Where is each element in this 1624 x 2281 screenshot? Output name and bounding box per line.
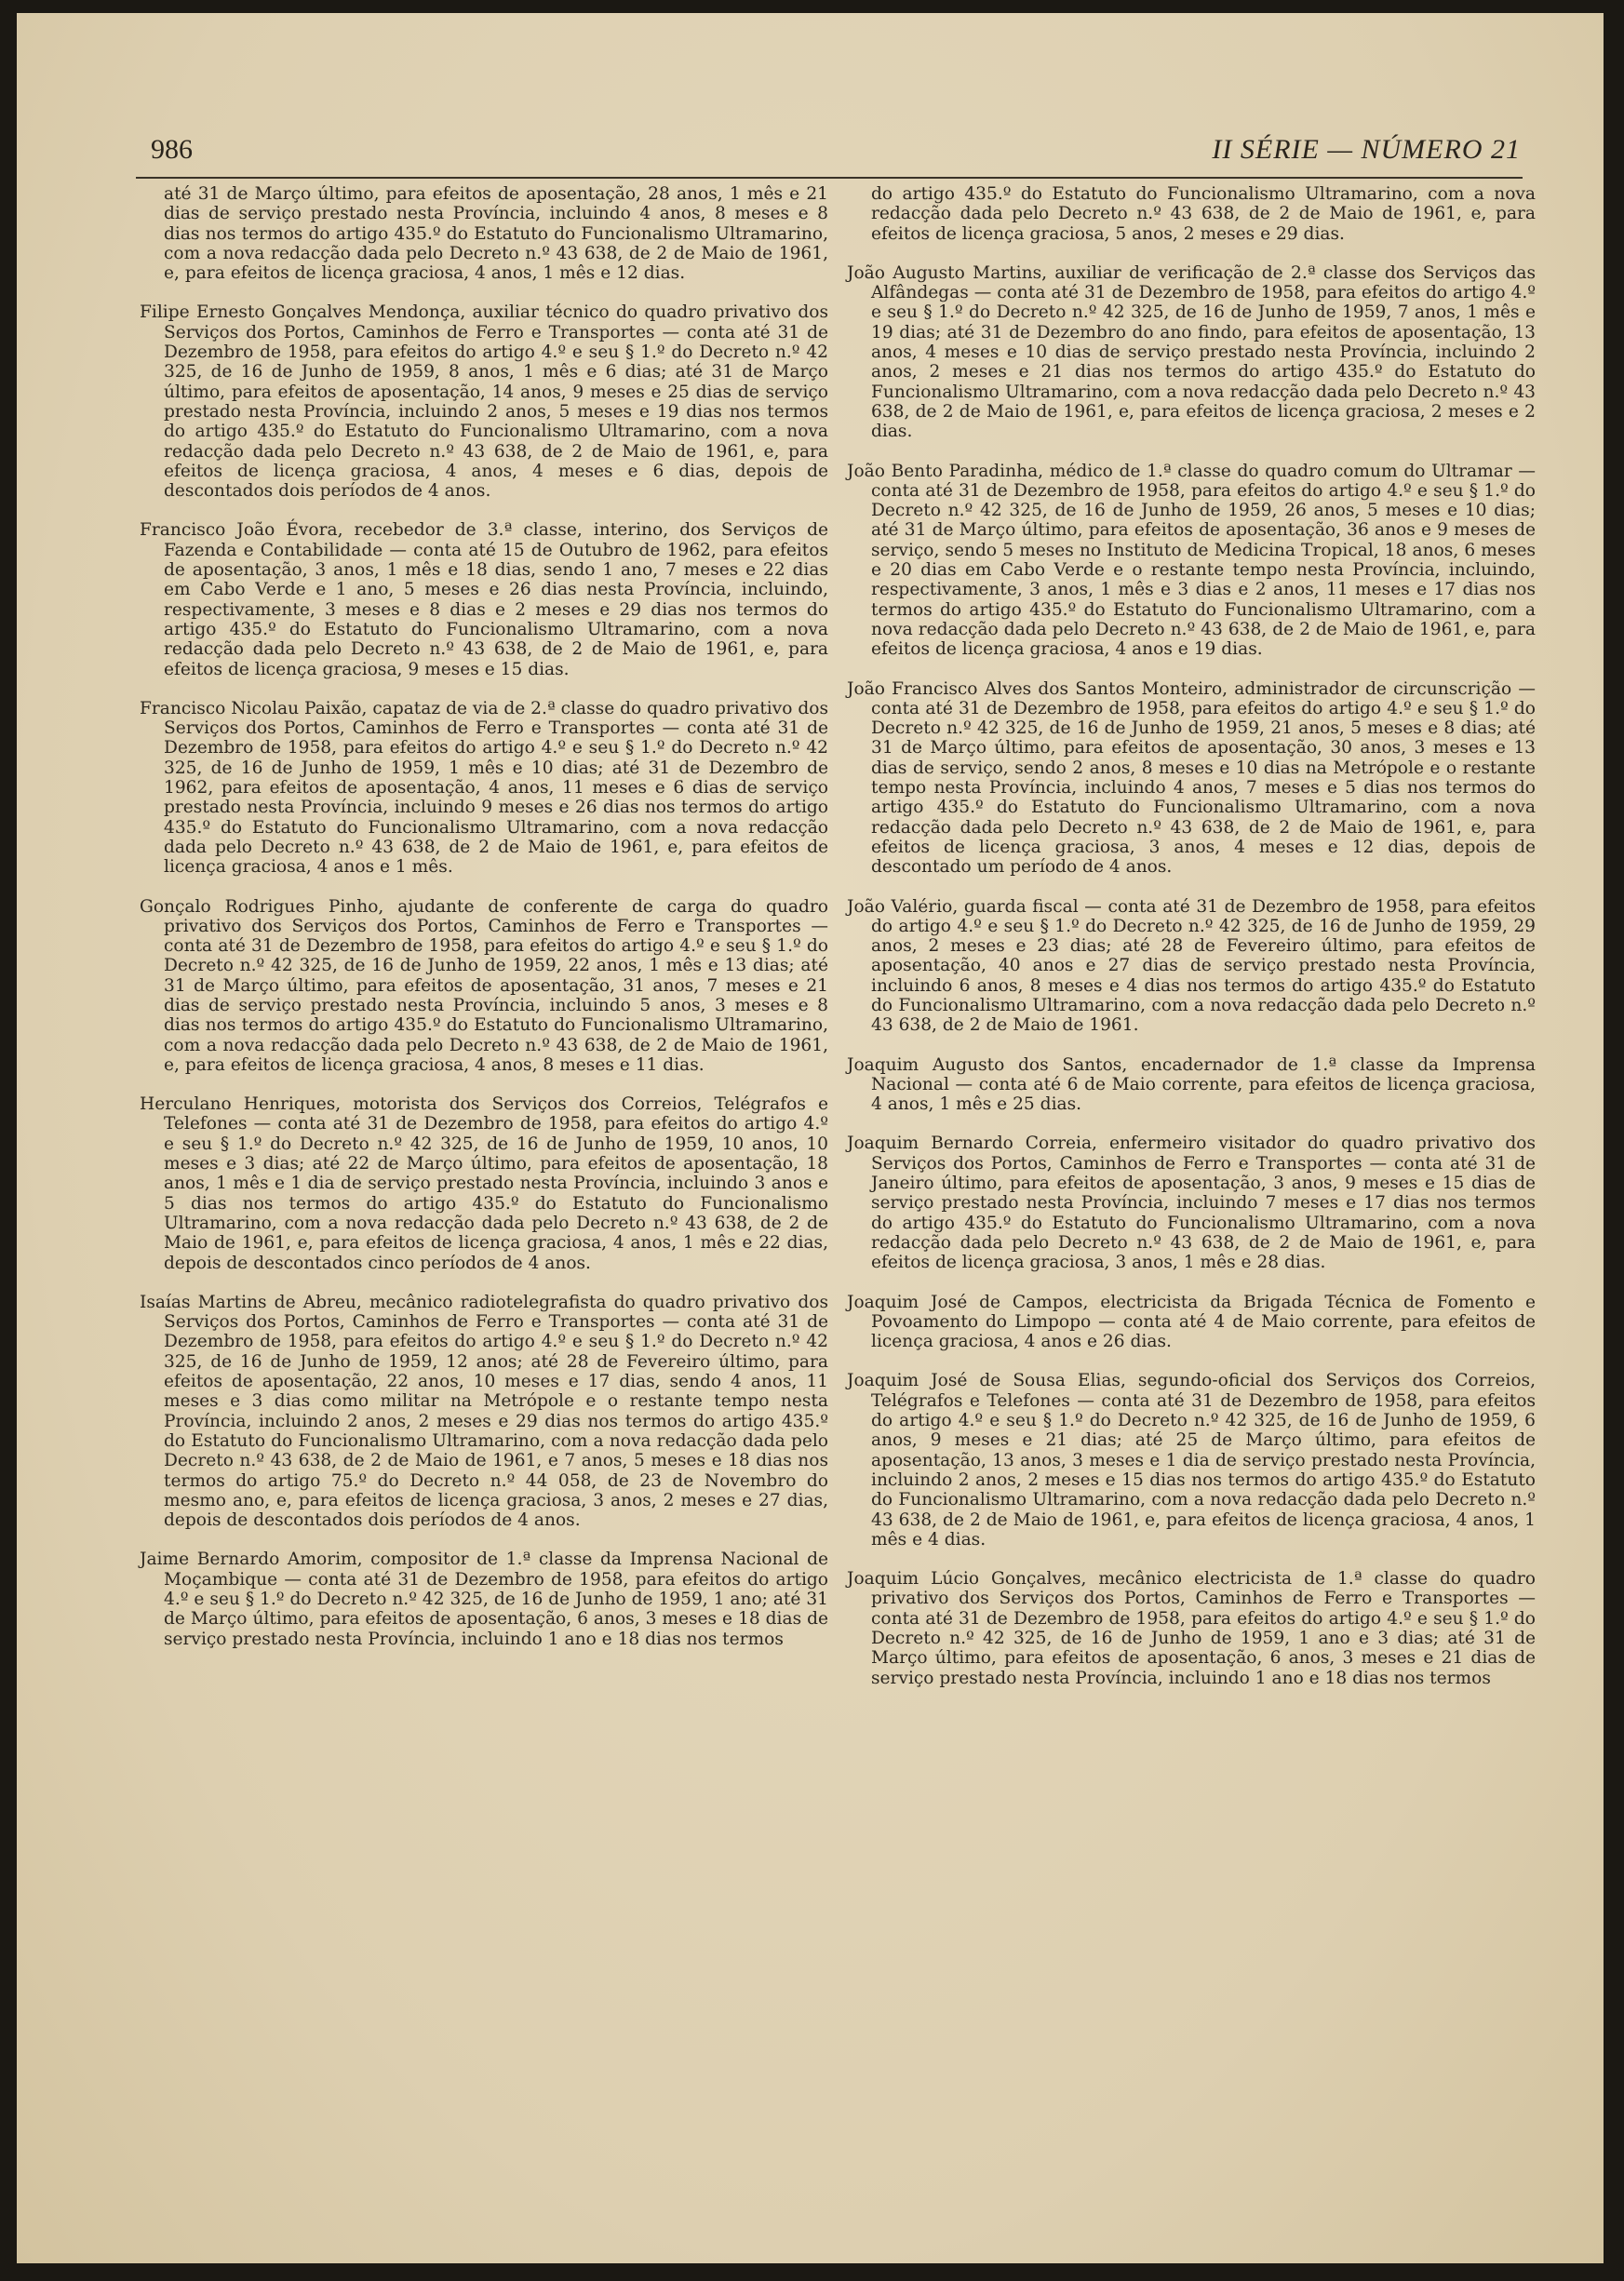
right-column	[847, 184, 1536, 1708]
entry-joaquim-augusto-santos: Joaquim Augusto dos Santos, encadernador de 1.ª classe da Imprensa Nacional — conta até 6 de Maio corrente, para efeitos de licença graciosa, 4 anos, 1 mês e 25 dias.	[847, 1054, 1536, 1115]
entry-isaias-abreu: Isaías Martins de Abreu, mecânico radiotelegrafista do quadro privativo dos Serviços dos Portos, Caminhos de Ferro e Transportes — conta até 31 de Dezembro de 1958, para efeitos do artigo 4.º e seu § 1.º do Decreto n.º 42 325, de 16 de Junho de 1959, 12 anos; até 28 de Fevereiro último, para efeitos de aposentação, 22 anos, 10 meses e 17 dias, sendo 4 anos, 11 meses e 3 dias como militar na Metrópole e o restante tempo nesta Província, incluindo 2 anos, 2 meses e 29 dias nos termos do artigo 435.º do Estatuto do Funcionalismo Ultramarino, com a nova redacção dada pelo Decreto n.º 43 638, de 2 de Maio de 1961, e 7 anos, 5 meses e 18 dias nos termos do artigo 75.º do Decreto n.º 44 058, de 23 de Novembro do mesmo ano, e, para efeitos de licença graciosa, 3 anos, 2 meses e 27 dias, depois de descontados dois períodos de 4 anos.	[140, 1292, 828, 1531]
entry-herculano-henriques: Herculano Henriques, motorista dos Serviços dos Correios, Telégrafos e Telefones — conta até 31 de Dezembro de 1958, para efeitos do artigo 4.º e seu § 1.º do Decreto n.º 42 325, de 16 de Junho de 1959, 10 anos, 10 meses e 3 dias; até 22 de Março último, para efeitos de aposentação, 18 anos, 1 mês e 1 dia de serviço prestado nesta Província, incluindo 3 anos e 5 dias nos termos do artigo 435.º do Estatuto do Funcionalismo Ultramarino, com a nova redacção dada pelo Decreto n.º 43 638, de 2 de Maio de 1961, e, para efeitos de licença graciosa, 4 anos, 1 mês e 22 dias, depois de descontados cinco períodos de 4 anos.	[140, 1094, 828, 1273]
entry-joaquim-lucio-goncalves: Joaquim Lúcio Gonçalves, mecânico electricista de 1.ª classe do quadro privativo dos Serviços dos Portos, Caminhos de Ferro e Transportes — conta até 31 de Dezembro de 1958, para efeitos do artigo 4.º e seu § 1.º do Decreto n.º 42 325, de 16 de Junho de 1959, 1 ano e 3 dias; até 31 de Março último, para efeitos de aposentação, 6 anos, 3 meses e 21 dias de serviço prestado nesta Província, incluindo 1 ano e 18 dias nos termos	[847, 1569, 1536, 1688]
entry-continuation: até 31 de Março último, para efeitos de aposentação, 28 anos, 1 mês e 21 dias de serviço prestado nesta Província, incluindo 4 anos, 8 meses e 8 dias nos termos do artigo 435.º do Estatuto do Funcionalismo Ultramarino, com a nova redacção dada pelo Decreto n.º 43 638, de 2 de Maio de 1961, e, para efeitos de licença graciosa, 4 anos, 1 mês e 12 dias.	[164, 184, 828, 284]
entry-joaquim-jose-campos: Joaquim José de Campos, electricista da Brigada Técnica de Fomento e Povoamento do Limpopo — conta até 4 de Maio corrente, para efeitos de licença graciosa, 4 anos e 26 dias.	[847, 1292, 1536, 1352]
page-header	[136, 132, 1523, 179]
entry-joao-augusto-martins: João Augusto Martins, auxiliar de verificação de 2.ª classe dos Serviços das Alfândegas — conta até 31 de Dezembro de 1958, para efeitos do artigo 4.º e seu § 1.º do Decreto n.º 42 325, de 16 de Junho de 1959, 7 anos, 1 mês e 19 dias; até 31 de Dezembro do ano findo, para efeitos de aposentação, 13 anos, 4 meses e 10 dias de serviço prestado nesta Província, incluindo 2 anos, 2 meses e 21 dias nos termos do artigo 435.º do Estatuto do Funcionalismo Ultramarino, com a nova redacção dada pelo Decreto n.º 43 638, de 2 de Maio de 1961, e, para efeitos de licença graciosa, 2 meses e 2 dias.	[847, 262, 1536, 442]
entry-joao-bento-paradinha: João Bento Paradinha, médico de 1.ª classe do quadro comum do Ultramar — conta até 31 de Dezembro de 1958, para efeitos do artigo 4.º e seu § 1.º do Decreto n.º 42 325, de 16 de Junho de 1959, 26 anos, 5 meses e 10 dias; até 31 de Março último, para efeitos de aposentação, 36 anos e 9 meses de serviço, sendo 5 meses no Instituto de Medicina Tropical, 18 anos, 6 meses e 20 dias em Cabo Verde e o restante tempo nesta Província, incluindo, respectivamente, 3 anos, 1 mês e 3 dias e 2 anos, 11 meses e 17 dias nos termos do artigo 435.º do Estatuto do Funcionalismo Ultramarino, com a nova redacção dada pelo Decreto n.º 43 638, de 2 de Maio de 1961, e, para efeitos de licença graciosa, 4 anos e 19 dias.	[847, 461, 1536, 660]
entry-francisco-evora: Francisco João Évora, recebedor de 3.ª classe, interino, dos Serviços de Fazenda e Contabilidade — conta até 15 de Outubro de 1962, para efeitos de aposentação, 3 anos, 1 mês e 18 dias, sendo 1 ano, 7 meses e 22 dias em Cabo Verde e 1 ano, 5 meses e 26 dias nesta Província, incluindo, respectivamente, 3 meses e 8 dias e 2 meses e 29 dias nos termos do artigo 435.º do Estatuto do Funcionalismo Ultramarino, com a nova redacção dada pelo Decreto n.º 43 638, de 2 de Maio de 1961, e, para efeitos de licença graciosa, 9 meses e 15 dias.	[140, 520, 828, 679]
entry-filipe-mendonca: Filipe Ernesto Gonçalves Mendonça, auxiliar técnico do quadro privativo dos Serviços dos Portos, Caminhos de Ferro e Transportes — conta até 31 de Dezembro de 1958, para efeitos do artigo 4.º e seu § 1.º do Decreto n.º 42 325, de 16 de Junho de 1959, 8 anos, 1 mês e 6 dias; até 31 de Março último, para efeitos de aposentação, 14 anos, 9 meses e 25 dias de serviço prestado nesta Província, incluindo 2 anos, 5 meses e 19 dias nos termos do artigo 435.º do Estatuto do Funcionalismo Ultramarino, com a nova redacção dada pelo Decreto n.º 43 638, de 2 de Maio de 1961, e, para efeitos de licença graciosa, 4 anos, 4 meses e 6 dias, depois de descontados dois períodos de 4 anos.	[140, 302, 828, 502]
series-title: II SÉRIE — NÚMERO 21	[1212, 134, 1521, 165]
entry-francisco-paixao: Francisco Nicolau Paixão, capataz de via de 2.ª classe do quadro privativo dos Serviços dos Portos, Caminhos de Ferro e Transportes — conta até 31 de Dezembro de 1958, para efeitos do artigo 4.º e seu § 1.º do Decreto n.º 42 325, de 16 de Junho de 1959, 1 mês e 10 dias; até 31 de Dezembro de 1962, para efeitos de aposentação, 4 anos, 11 meses e 6 dias de serviço prestado nesta Província, incluindo 9 meses e 26 dias nos termos do artigo 435.º do Estatuto do Funcionalismo Ultramarino, com a nova redacção dada pelo Decreto n.º 43 638, de 2 de Maio de 1961, e, para efeitos de licença graciosa, 4 anos e 1 mês.	[140, 698, 828, 878]
left-column	[140, 184, 828, 1669]
entry-joaquim-bernardo-correia: Joaquim Bernardo Correia, enfermeiro visitador do quadro privativo dos Serviços dos Portos, Caminhos de Ferro e Transportes — conta até 31 de Janeiro último, para efeitos de aposentação, 3 anos, 9 meses e 15 dias de serviço prestado nesta Província, incluindo 7 meses e 17 dias nos termos do artigo 435.º do Estatuto do Funcionalismo Ultramarino, com a nova redacção dada pelo Decreto n.º 43 638, de 2 de Maio de 1961, e, para efeitos de licença graciosa, 3 anos, 1 mês e 28 dias.	[847, 1134, 1536, 1273]
entry-goncalo-pinho: Gonçalo Rodrigues Pinho, ajudante de conferente de carga do quadro privativo dos Serviços dos Portos, Caminhos de Ferro e Transportes — conta até 31 de Dezembro de 1958, para efeitos do artigo 4.º e seu § 1.º do Decreto n.º 42 325, de 16 de Junho de 1959, 22 anos, 1 mês e 13 dias; até 31 de Março último, para efeitos de aposentação, 31 anos, 7 meses e 21 dias de serviço prestado nesta Província, incluindo 5 anos, 3 meses e 8 dias nos termos do artigo 435.º do Estatuto do Funcionalismo Ultramarino, com a nova redacção dada pelo Decreto n.º 43 638, de 2 de Maio de 1961, e, para efeitos de licença graciosa, 4 anos, 8 meses e 11 dias.	[140, 896, 828, 1075]
entry-continuation: do artigo 435.º do Estatuto do Funcionalismo Ultramarino, com a nova redacção dada pelo Decreto n.º 43 638, de 2 de Maio de 1961, e, para efeitos de licença graciosa, 5 anos, 2 meses e 29 dias.	[871, 184, 1536, 244]
entry-joao-valerio: João Valério, guarda fiscal — conta até 31 de Dezembro de 1958, para efeitos do artigo 4.º e seu § 1.º do Decreto n.º 42 325, de 16 de Junho de 1959, 29 anos, 2 meses e 23 dias; até 28 de Fevereiro último, para efeitos de aposentação, 40 anos e 27 dias de serviço prestado nesta Província, incluindo 6 anos, 8 meses e 4 dias nos termos do artigo 435.º do Estatuto do Funcionalismo Ultramarino, com a nova redacção dada pelo Decreto n.º 43 638, de 2 de Maio de 1961.	[847, 896, 1536, 1036]
entry-jaime-amorim: Jaime Bernardo Amorim, compositor de 1.ª classe da Imprensa Nacional de Moçambique — conta até 31 de Dezembro de 1958, para efeitos do artigo 4.º e seu § 1.º do Decreto n.º 42 325, de 16 de Junho de 1959, 1 ano; até 31 de Março último, para efeitos de aposentação, 6 anos, 3 meses e 18 dias de serviço prestado nesta Província, incluindo 1 ano e 18 dias nos termos	[140, 1550, 828, 1649]
entry-joaquim-jose-sousa-elias: Joaquim José de Sousa Elias, segundo-oficial dos Serviços dos Correios, Telégrafos e Telefones — conta até 31 de Dezembro de 1958, para efeitos do artigo 4.º e seu § 1.º do Decreto n.º 42 325, de 16 de Junho de 1959, 6 anos, 9 meses e 21 dias; até 25 de Março último, para efeitos de aposentação, 13 anos, 3 meses e 1 dia de serviço prestado nesta Província, incluindo 2 anos, 2 meses e 15 dias nos termos do artigo 435.º do Estatuto do Funcionalismo Ultramarino, com a nova redacção dada pelo Decreto n.º 43 638, de 2 de Maio de 1961, e, para efeitos de licença graciosa, 4 anos, 1 mês e 4 dias.	[847, 1371, 1536, 1550]
page-number: 986	[151, 134, 193, 165]
entry-joao-francisco-monteiro: João Francisco Alves dos Santos Monteiro, administrador de circunscrição — conta até 31 de Dezembro de 1958, para efeitos do artigo 4.º e seu § 1.º do Decreto n.º 42 325, de 16 de Junho de 1959, 21 anos, 5 meses e 8 dias; até 31 de Março último, para efeitos de aposentação, 30 anos, 3 meses e 13 dias de serviço, sendo 2 anos, 8 meses e 10 dias na Metrópole e o restante tempo nesta Província, incluindo 4 anos, 7 meses e 5 dias nos termos do artigo 435.º do Estatuto do Funcionalismo Ultramarino, com a nova redacção dada pelo Decreto n.º 43 638, de 2 de Maio de 1961, e, para efeitos de licença graciosa, 3 anos, 4 meses e 12 dias, depois de descontado um período de 4 anos.	[847, 678, 1536, 878]
